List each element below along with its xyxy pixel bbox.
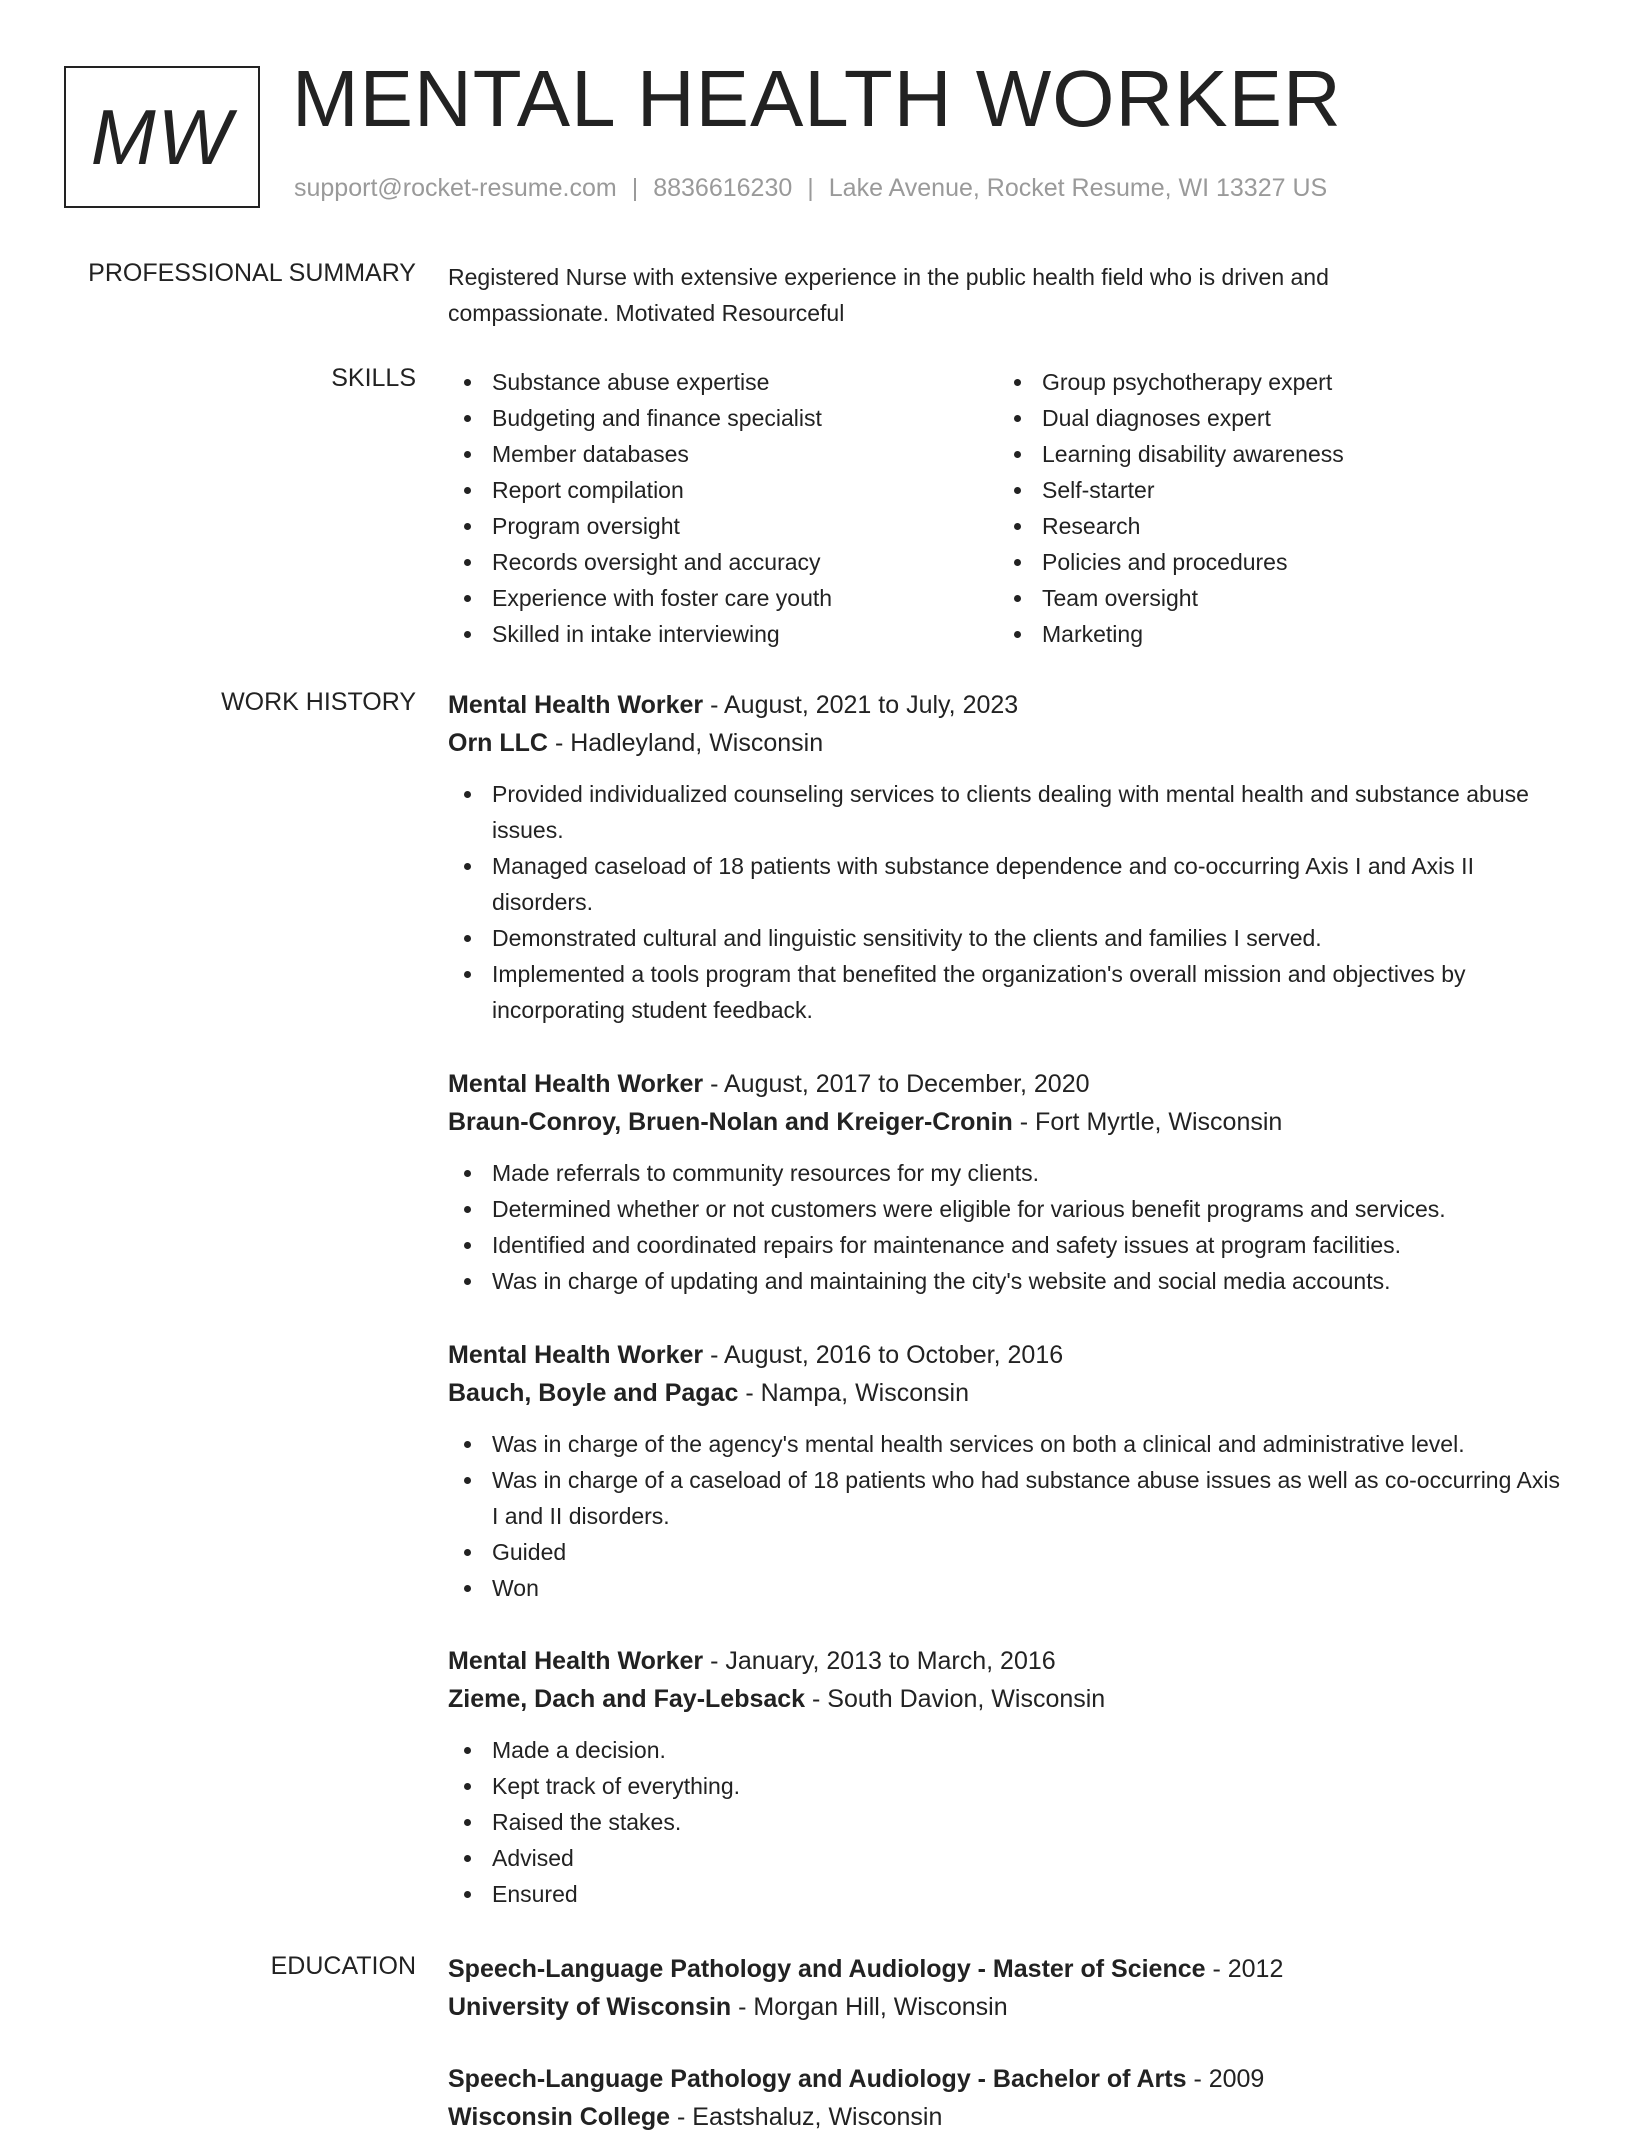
job-entry: [448, 1642, 1568, 1912]
education-school: University of Wisconsin: [448, 1993, 732, 2021]
job-bullet: Managed caseload of 18 patients with substance dependence and co-occurring Axis I and Axis II disorders.: [448, 848, 1568, 920]
job-title-line: [448, 1642, 1568, 1680]
job-bullet: Raised the stakes.: [448, 1804, 1568, 1840]
education-degree-line: [448, 1950, 1568, 1988]
work-history-heading: WORK HISTORY: [221, 688, 416, 716]
job-dates: - August, 2021 to July, 2023: [703, 691, 1019, 719]
contact-line: [294, 174, 1327, 203]
job-bullet: Kept track of everything.: [448, 1768, 1568, 1804]
skill-item: Skilled in intake interviewing: [448, 616, 988, 652]
skill-item: Learning disability awareness: [998, 436, 1538, 472]
job-title: Mental Health Worker: [448, 691, 704, 719]
skill-item: Records oversight and accuracy: [448, 544, 988, 580]
education-location: - Morgan Hill, Wisconsin: [731, 1993, 1008, 2021]
job-dates: - August, 2017 to December, 2020: [703, 1070, 1090, 1098]
education-heading: EDUCATION: [270, 1952, 416, 1980]
job-bullets: [448, 1426, 1568, 1606]
job-entry: [448, 1336, 1568, 1606]
job-bullets: [448, 1732, 1568, 1912]
skill-item: Research: [998, 508, 1538, 544]
job-bullet: Was in charge of a caseload of 18 patients who had substance abuse issues as well as co-occurring Axis I and II disorders.: [448, 1462, 1568, 1534]
job-entry: [448, 1065, 1568, 1299]
education-school-line: [448, 1988, 1568, 2026]
job-title-line: [448, 1336, 1568, 1374]
skill-item: Self-starter: [998, 472, 1538, 508]
job-bullet: Made a decision.: [448, 1732, 1568, 1768]
contact-phone: 8836616230: [653, 174, 793, 202]
education-degree: Speech-Language Pathology and Audiology - Master of Science: [448, 1955, 1206, 1983]
job-entry: [448, 686, 1568, 1028]
skill-item: Substance abuse expertise: [448, 364, 988, 400]
skill-item: Marketing: [998, 616, 1538, 652]
education-year: - 2012: [1205, 1955, 1284, 1983]
job-bullet: Was in charge of updating and maintaining the city's website and social media accounts.: [448, 1263, 1568, 1299]
job-title-line: [448, 1065, 1568, 1103]
job-company-line: [448, 1680, 1568, 1718]
monogram-box: [64, 66, 260, 208]
job-bullet: Guided: [448, 1534, 1568, 1570]
job-bullet: Won: [448, 1570, 1568, 1606]
skill-item: Group psychotherapy expert: [998, 364, 1538, 400]
job-title-line: [448, 686, 1568, 724]
skill-item: Experience with foster care youth: [448, 580, 988, 616]
education-entry: [448, 1950, 1568, 2026]
job-title: Mental Health Worker: [448, 1341, 704, 1369]
job-company: Zieme, Dach and Fay-Lebsack: [448, 1685, 806, 1713]
education-degree-line: [448, 2060, 1568, 2098]
resume-title: MENTAL HEALTH WORKER: [292, 54, 1342, 143]
education-location: - Eastshaluz, Wisconsin: [670, 2103, 943, 2131]
skill-item: Dual diagnoses expert: [998, 400, 1538, 436]
job-title: Mental Health Worker: [448, 1070, 704, 1098]
education-year: - 2009: [1186, 2065, 1265, 2093]
job-bullets: [448, 776, 1568, 1028]
job-bullet: Determined whether or not customers were eligible for various benefit programs and services.: [448, 1191, 1568, 1227]
job-company: Orn LLC: [448, 729, 548, 757]
skills-list-right: [998, 364, 1538, 652]
job-bullet: Ensured: [448, 1876, 1568, 1912]
contact-separator: |: [631, 174, 639, 202]
job-bullet: Demonstrated cultural and linguistic sensitivity to the clients and families I served.: [448, 920, 1568, 956]
job-location: - Fort Myrtle, Wisconsin: [1012, 1108, 1283, 1136]
job-company: Braun-Conroy, Bruen-Nolan and Kreiger-Cronin: [448, 1108, 1013, 1136]
skill-item: Program oversight: [448, 508, 988, 544]
job-location: - South Davion, Wisconsin: [805, 1685, 1106, 1713]
skill-item: Report compilation: [448, 472, 988, 508]
job-company-line: [448, 1374, 1568, 1412]
education-entry: [448, 2060, 1568, 2136]
contact-separator: |: [807, 174, 814, 202]
summary-body: [448, 259, 1428, 331]
contact-address: Lake Avenue, Rocket Resume, WI 13327 US: [828, 174, 1328, 202]
job-company-line: [448, 1103, 1568, 1141]
job-bullet: Implemented a tools program that benefited the organization's overall mission and objectives by incorporating student feedback.: [448, 956, 1568, 1028]
job-dates: - January, 2013 to March, 2016: [703, 1647, 1056, 1675]
job-title: Mental Health Worker: [448, 1647, 704, 1675]
summary-text: Registered Nurse with extensive experience in the public health field who is driven and compassionate. Motivated Resourceful: [448, 264, 1329, 326]
skill-item: Budgeting and finance specialist: [448, 400, 988, 436]
job-company: Bauch, Boyle and Pagac: [448, 1379, 739, 1407]
skill-item: Member databases: [448, 436, 988, 472]
contact-email: support@rocket-resume.com: [294, 174, 617, 202]
skill-item: Team oversight: [998, 580, 1538, 616]
education-school-line: [448, 2098, 1568, 2136]
skills-heading: SKILLS: [331, 364, 416, 392]
job-bullet: Provided individualized counseling services to clients dealing with mental health and substance abuse issues.: [448, 776, 1568, 848]
education-degree: Speech-Language Pathology and Audiology - Bachelor of Arts: [448, 2065, 1187, 2093]
education-school: Wisconsin College: [448, 2103, 671, 2131]
job-bullet: Made referrals to community resources for my clients.: [448, 1155, 1568, 1191]
skill-item: Policies and procedures: [998, 544, 1538, 580]
monogram-initials: MW: [90, 92, 234, 181]
skills-list-left: [448, 364, 988, 652]
summary-heading: PROFESSIONAL SUMMARY: [88, 259, 416, 287]
job-bullet: Identified and coordinated repairs for maintenance and safety issues at program facilities.: [448, 1227, 1568, 1263]
job-dates: - August, 2016 to October, 2016: [703, 1341, 1064, 1369]
job-company-line: [448, 724, 1568, 762]
job-bullet: Was in charge of the agency's mental health services on both a clinical and administrative level.: [448, 1426, 1568, 1462]
job-location: - Nampa, Wisconsin: [738, 1379, 969, 1407]
job-bullet: Advised: [448, 1840, 1568, 1876]
job-bullets: [448, 1155, 1568, 1299]
job-location: - Hadleyland, Wisconsin: [548, 729, 824, 757]
